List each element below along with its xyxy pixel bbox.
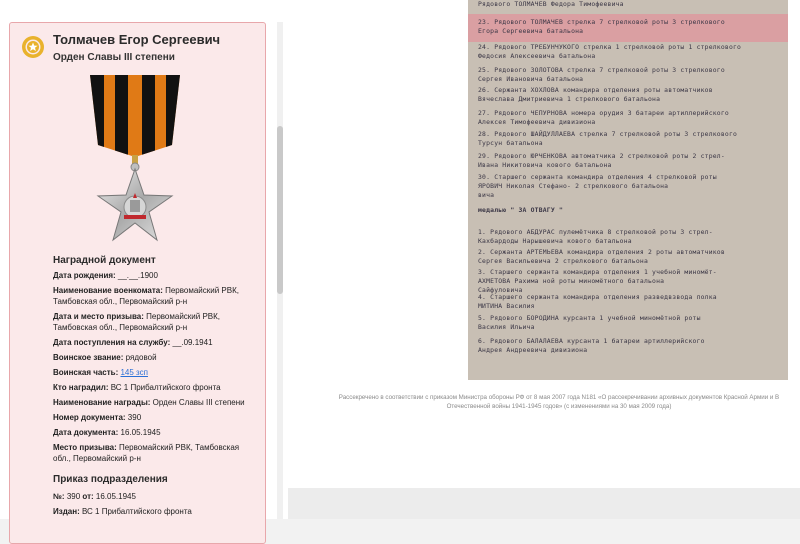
- field-awarded-by: Кто наградил: ВС 1 Прибалтийского фронта: [53, 383, 221, 392]
- field-document-number: Номер документа: 390: [53, 413, 142, 422]
- field-order-number: №: 390 от: 16.05.1945: [53, 492, 136, 501]
- archive-document-scan[interactable]: [468, 0, 788, 380]
- document-line: Василия Ильича: [478, 323, 535, 331]
- document-line: ЯРОВИЧ Николая Стефано- 2 стрелкового батальона: [478, 182, 669, 190]
- field-award-name: Наименование награды: Орден Славы III степени: [53, 398, 245, 407]
- award-title: Орден Славы III степени: [53, 52, 175, 63]
- panel-scrollbar-thumb[interactable]: [277, 126, 283, 294]
- document-line: Кахбардоды Нарышевича кового батальона: [478, 237, 632, 245]
- document-line: Алексея Тимофеевича дивизиона: [478, 118, 596, 126]
- document-line: 6. Рядового БАЛАЛАЕВА курсанта 1 батареи артиллерийского: [478, 337, 705, 345]
- document-line: 1. Рядового АБДУРАС пулемётчика 8 стрелковой роты 3 стрел-: [478, 228, 713, 236]
- document-line: медалью " ЗА ОТВАГУ ": [478, 206, 563, 214]
- field-service-start: Дата поступления на службу: __.09.1941: [53, 338, 213, 347]
- document-line: Турсун батальона: [478, 139, 543, 147]
- document-line: 2. Сержанта АРТЕМЬЕВА командира отделения 2 роты автоматчиков: [478, 248, 725, 256]
- document-line: Сайфуловича: [478, 286, 523, 294]
- document-line: 27. Рядового ЧЕПУРНОВА номера орудия 3 батареи артиллерийского: [478, 109, 729, 117]
- document-line: Вячеслава Дмитриевича 1 стрелкового батальона: [478, 95, 661, 103]
- document-line: Егора Сергеевича батальона: [478, 27, 584, 35]
- unit-order-heading: Приказ подразделения: [53, 474, 168, 485]
- award-document-heading: Наградной документ: [53, 255, 156, 266]
- award-badge-icon: [21, 35, 45, 59]
- order-fields: [53, 491, 258, 521]
- field-military-unit: Воинская часть: 145 зсп: [53, 368, 148, 377]
- document-line: Сергея Васильевича 2 стрелкового батальона: [478, 257, 648, 265]
- military-unit-link[interactable]: 145 зсп: [120, 368, 148, 377]
- document-line: 23. Рядового ТОЛМАЧЕВ стрелка 7 стрелковой роты 3 стрелкового: [478, 18, 725, 26]
- award-fields: [53, 270, 258, 468]
- document-line: Андрея Андреевича дивизиона: [478, 346, 588, 354]
- document-line: 29. Рядового ЮРЧЕНКОВА автоматчика 2 стрелковой роты 2 стрел-: [478, 152, 725, 160]
- document-line: Ивана Никитовича кового батальона: [478, 161, 612, 169]
- document-line: 3. Старшего сержанта командира отделения 1 учебной миномёт-: [478, 268, 717, 276]
- left-panel: [0, 0, 288, 519]
- order-of-glory-medal-image: [90, 75, 180, 243]
- field-birth-date: Дата рождения: __.__.1900: [53, 271, 158, 280]
- document-line: 26. Сержанта ХОХЛОВА командира отделения роты автоматчиков: [478, 86, 713, 94]
- field-rank: Воинское звание: рядовой: [53, 353, 157, 362]
- document-line: 5. Рядового БОРОДИНА курсанта 1 учебной миномётной роты: [478, 314, 701, 322]
- field-order-issuer: Издан: ВС 1 Прибалтийского фронта: [53, 507, 192, 516]
- field-military-office: Наименование военкомата: Первомайский РВК, Тамбовская обл., Первомайский р-н: [53, 286, 239, 306]
- declassification-note: Рассекречено в соответствии с приказом Министра обороны РФ от 8 мая 2007 года N181 «О рассекречивании архивных документов Красной Армии и В Отечественной войны 1941-1945 годов» (с изменениями на 30 мая 2009 года): [338, 394, 780, 410]
- person-name: Толмачев Егор Сергеевич: [53, 32, 221, 47]
- document-line: 25. Рядового ЗОЛОТОВА стрелка 7 стрелковой роты 3 стрелкового: [478, 66, 725, 74]
- document-line: 4. Старшего сержанта командира отделения разведвзвода полка: [478, 293, 717, 301]
- document-line: вича: [478, 191, 495, 199]
- award-card: [9, 22, 266, 544]
- document-line: 24. Рядового ТРЕБУНЧУКОГО стрелка 1 стрелковой роты 1 стрелкового: [478, 43, 742, 51]
- document-line: 30. Старшего сержанта командира отделения 4 стрелковой роты: [478, 173, 717, 181]
- document-line: МИТИНА Василия: [478, 302, 535, 310]
- document-line: 28. Рядового ШАЙДУЛЛАЕВА стрелка 7 стрелковой роты 3 стрелкового: [478, 130, 738, 138]
- field-draft-date-place: Дата и место призыва: Первомайский РВК, Тамбовская обл., Первомайский р-н: [53, 312, 221, 332]
- document-line: АХМЕТОВА Рахима ной роты миномётного батальона: [478, 277, 665, 285]
- viewer-bottom-strip: [288, 488, 800, 519]
- field-draft-place: Место призыва: Первомайский РВК, Тамбовская обл., Первомайский р-н: [53, 443, 240, 463]
- field-document-date: Дата документа: 16.05.1945: [53, 428, 161, 437]
- document-line: Рядового ТОЛМАЧЕВ Федора Тимофеевича: [478, 0, 624, 8]
- document-line: Федосия Алексеевича батальона: [478, 52, 596, 60]
- document-line: Сергея Ивановича батальона: [478, 75, 584, 83]
